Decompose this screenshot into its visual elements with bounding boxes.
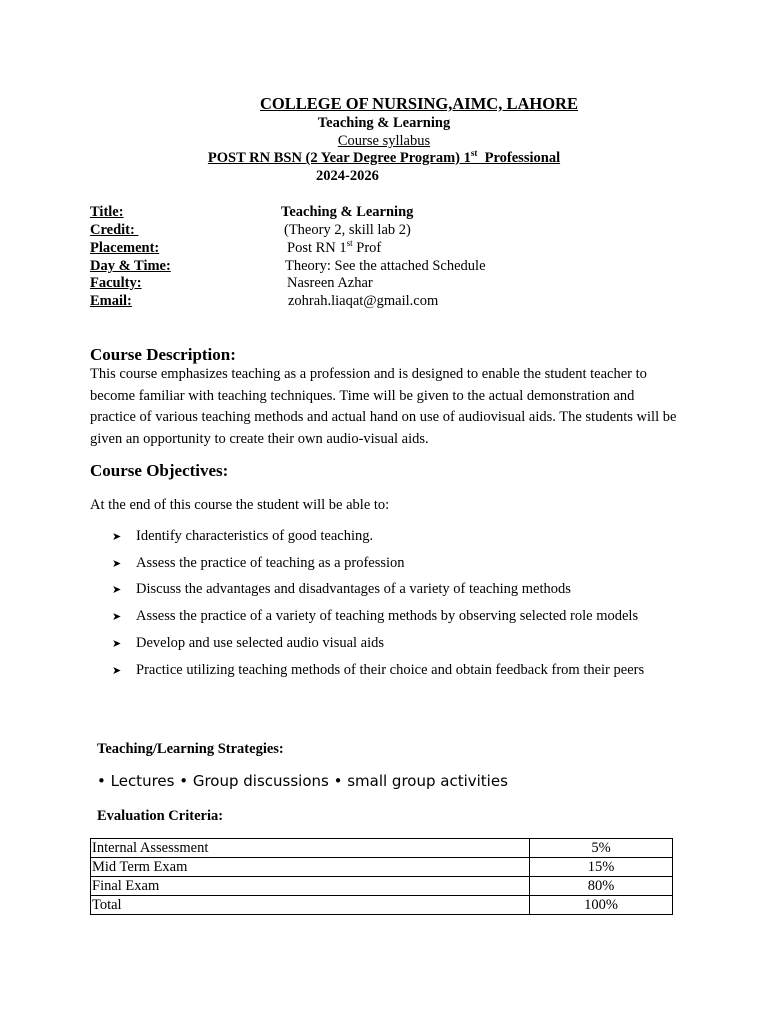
- eval-weight: 5%: [530, 839, 673, 858]
- arrow-bullet-icon: ➤: [112, 557, 122, 570]
- objective-text: Discuss the advantages and disadvantages of a variety of teaching methods: [136, 581, 571, 597]
- email-value: zohrah.liaqat@gmail.com: [288, 293, 439, 309]
- eval-item: Total: [91, 896, 530, 915]
- placement-superscript: st: [346, 238, 353, 249]
- credit-label: Credit:: [90, 222, 139, 238]
- course-objectives-heading: Course Objectives:: [90, 461, 229, 480]
- strategies-heading: Teaching/Learning Strategies:: [97, 741, 284, 757]
- eval-weight: 15%: [530, 858, 673, 877]
- evaluation-table: [90, 838, 673, 915]
- objective-text: Develop and use selected audio visual aids: [136, 635, 385, 651]
- daytime-value: Theory: See the attached Schedule: [285, 258, 486, 274]
- eval-item: Final Exam: [91, 877, 530, 896]
- program-superscript: st: [470, 148, 478, 159]
- objective-item: [112, 528, 373, 545]
- placement-value: [287, 240, 381, 257]
- eval-item: Mid Term Exam: [91, 858, 530, 877]
- college-title: COLLEGE OF NURSING,AIMC, LAHORE: [260, 94, 578, 113]
- objective-item: [112, 662, 644, 679]
- title-label: Title:: [90, 204, 124, 220]
- placement-label: Placement:: [90, 240, 160, 256]
- arrow-bullet-icon: ➤: [112, 583, 122, 596]
- credit-value: (Theory 2, skill lab 2): [284, 222, 411, 238]
- program-suffix: Professional: [477, 150, 561, 166]
- objective-text: Practice utilizing teaching methods of their choice and obtain feedback from their peers: [136, 662, 645, 678]
- evaluation-heading: Evaluation Criteria:: [97, 808, 224, 824]
- strategies-list: • Lectures • Group discussions • small group activities: [97, 772, 508, 790]
- daytime-label: Day & Time:: [90, 258, 171, 274]
- program-text: POST RN BSN (2 Year Degree Program) 1: [207, 150, 471, 166]
- table-row: [91, 839, 673, 858]
- course-subject: Teaching & Learning: [317, 115, 451, 131]
- objective-item: [112, 635, 384, 652]
- course-description-heading: Course Description:: [90, 345, 236, 364]
- placement-text: Post RN 1: [287, 240, 347, 256]
- session-years: 2024-2026: [316, 168, 379, 184]
- objective-text: Assess the practice of a variety of teaching methods by observing selected role models: [136, 608, 639, 624]
- faculty-label: Faculty:: [90, 275, 142, 291]
- objectives-intro: At the end of this course the student will be able to:: [90, 497, 390, 513]
- email-label: Email:: [90, 293, 132, 309]
- arrow-bullet-icon: ➤: [112, 530, 122, 543]
- table-row: [91, 858, 673, 877]
- placement-suffix: Prof: [352, 240, 382, 256]
- program-line: [0, 150, 768, 167]
- eval-item: Internal Assessment: [91, 839, 530, 858]
- table-row: [91, 896, 673, 915]
- objective-item: [112, 608, 638, 625]
- objective-text: Identify characteristics of good teaching.: [136, 528, 374, 544]
- arrow-bullet-icon: ➤: [112, 637, 122, 650]
- objective-text: Assess the practice of teaching as a profession: [136, 555, 405, 571]
- arrow-bullet-icon: ➤: [112, 664, 122, 677]
- course-description-text: This course emphasizes teaching as a profession and is designed to enable the student teacher to become familiar with teaching techniques. Time will be given to the actual demonstration and practice of various teaching methods and actual hand on use of audiovisual aids. The students will be given an opportunity to create their own audio-visual aids.: [90, 366, 677, 447]
- table-row: [91, 877, 673, 896]
- objective-item: [112, 581, 571, 598]
- objective-item: [112, 555, 405, 572]
- faculty-value: Nasreen Azhar: [287, 275, 373, 291]
- document-type: Course syllabus: [337, 133, 431, 149]
- eval-weight: 80%: [530, 877, 673, 896]
- arrow-bullet-icon: ➤: [112, 610, 122, 623]
- title-value: Teaching & Learning: [281, 204, 414, 220]
- eval-weight: 100%: [530, 896, 673, 915]
